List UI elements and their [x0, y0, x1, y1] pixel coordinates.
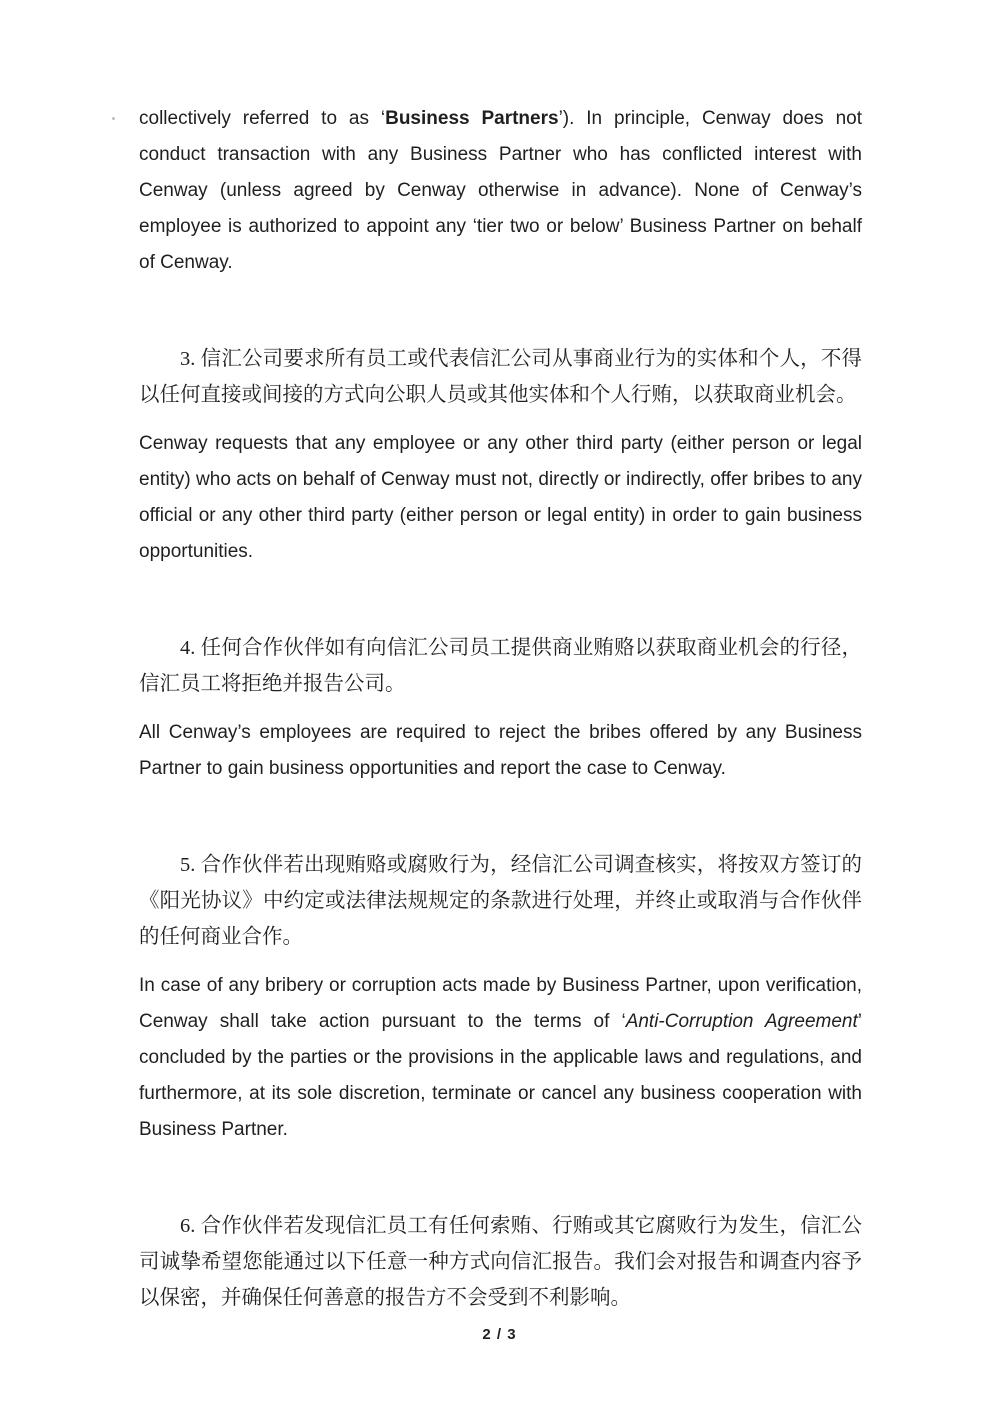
intro-paragraph-pre: collectively referred to as ‘ — [139, 108, 386, 129]
section-6 — [139, 1208, 862, 1316]
section-5-chinese-paragraph: 5. 合作伙伴若出现贿赂或腐败行为，经信汇公司调查核实，将按双方签订的《阳光协议》中约定或法律法规规定的条款进行处理，并终止或取消与合作伙伴的任何商业合作。 — [139, 854, 862, 948]
section-4 — [139, 630, 862, 787]
section-3-chinese-paragraph: 3. 信汇公司要求所有员工或代表信汇公司从事商业行为的实体和个人，不得以任何直接或间接的方式向公职人员或其他实体和个人行贿，以获取商业机会。 — [139, 348, 862, 406]
page-number-indicator: 2 / 3 — [482, 1326, 517, 1343]
section-5 — [139, 847, 862, 1148]
scan-artifact-dot — [112, 117, 115, 120]
section-3-english-paragraph: Cenway requests that any employee or any other third party (either person or legal entity) who acts on behalf of Cenway must not, directly or indirectly, offer bribes to any official or any other third party (either person or legal entity) in order to gain business opportunities. — [139, 433, 862, 562]
intro-paragraph — [139, 101, 862, 281]
section-5-english-paragraph — [139, 968, 862, 1148]
section-5-english-italic: Anti-Corruption Agreement — [625, 1011, 858, 1032]
section-6-chinese-paragraph: 6. 合作伙伴若发现信汇员工有任何索贿、行贿或其它腐败行为发生，信汇公司诚挚希望您能通过以下任意一种方式向信汇报告。我们会对报告和调查内容予以保密，并确保任何善意的报告方不会受到不利影响。 — [139, 1215, 862, 1309]
intro-paragraph-post: ’). In principle, Cenway does not conduct transaction with any Business Partner who has conflicted interest with Cenway (unless agreed by Cenway otherwise in advance). None of Cenway’s employee is authorized to appoint any ‘tier two or below’ Business Partner on behalf of Cenway. — [139, 108, 862, 273]
document-content — [139, 101, 862, 1316]
section-4-chinese-paragraph: 4. 任何合作伙伴如有向信汇公司员工提供商业贿赂以获取商业机会的行径，信汇员工将拒绝并报告公司。 — [139, 637, 862, 695]
section-5-english-post: ’ concluded by the parties or the provisions in the applicable laws and regulations, and furthermore, at its sole discretion, terminate or cancel any business cooperation with Business Partner. — [139, 1011, 862, 1140]
section-5-english-pre: In case of any bribery or corruption acts made by Business Partner, upon verification, Cenway shall take action pursuant to the terms of ‘ — [139, 975, 862, 1032]
section-4-english-paragraph: All Cenway’s employees are required to reject the bribes offered by any Business Partner to gain business opportunities and report the case to Cenway. — [139, 722, 862, 779]
intro-paragraph-bold: Business Partners — [385, 108, 559, 129]
section-3 — [139, 341, 862, 570]
